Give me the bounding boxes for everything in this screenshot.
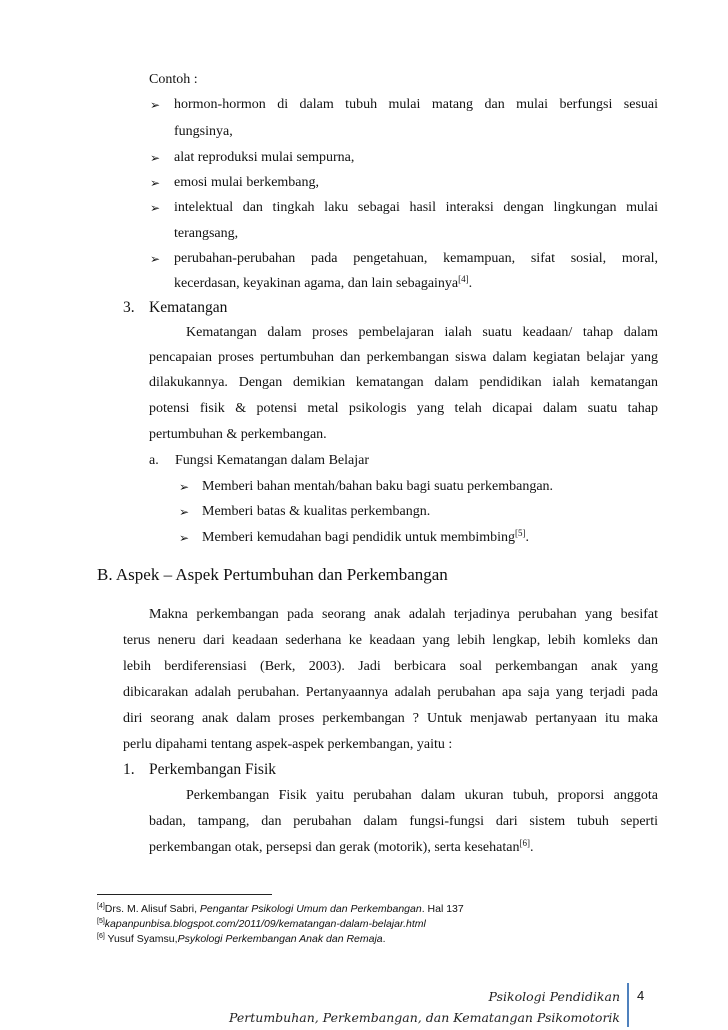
arrow-bullet-icon: ➢ xyxy=(179,505,190,519)
fisik-heading: Perkembangan Fisik xyxy=(149,761,276,778)
sub-a-letter: a. xyxy=(149,453,159,468)
arrow-bullet-icon: ➢ xyxy=(150,151,161,165)
kematangan-paragraph-line-4: potensi fisik & potensi metal psikologis yang telah dicapai dalam suatu tahap xyxy=(149,401,658,416)
arrow-bullet-icon: ➢ xyxy=(150,201,161,215)
footnote-separator xyxy=(97,894,272,895)
fisik-number: 1. xyxy=(123,761,135,778)
footnote-5: [5]kapanpunbisa.blogspot.com/2011/09/kematangan-dalam-belajar.html xyxy=(97,918,426,930)
kematangan-paragraph-line-2: pencapaian proses pertumbuhan dan perkembangan siswa dalam kegiatan belajar yang xyxy=(149,350,658,365)
footnote-6: [6] Yusuf Syamsu,Psykologi Perkembangan Anak dan Remaja. xyxy=(97,933,386,945)
arrow-bullet-icon: ➢ xyxy=(150,176,161,190)
footnote-ref-6[interactable]: [6] xyxy=(519,838,530,848)
contoh-item-1-line-2: fungsinya, xyxy=(174,124,233,139)
fisik-paragraph-line-3: perkembangan otak, persepsi dan gerak (motorik), serta kesehatan[6]. xyxy=(149,838,534,855)
fungsi-item-2: Memberi batas & kualitas perkembangn. xyxy=(202,504,431,519)
footnote-ref-5[interactable]: [5] xyxy=(515,528,526,538)
aspek-paragraph-line-6: perlu dipahami tentang aspek-aspek perkembangan, yaitu : xyxy=(123,737,453,752)
kematangan-paragraph-line-3: dilakukannya. Dengan demikian kematangan dalam pendidikan ialah kematangan xyxy=(149,375,658,390)
contoh-label: Contoh : xyxy=(149,72,198,87)
footer-subtitle: Pertumbuhan, Perkembangan, dan Kematangan Psikomotorik xyxy=(229,1010,620,1025)
footer-divider xyxy=(627,983,629,1027)
contoh-item-4-line-1: intelektual dan tingkah laku sebagai hasil interaksi dengan lingkungan mulai xyxy=(174,200,658,215)
aspek-paragraph-line-5: diri seorang anak dalam proses perkembangan ? Untuk menjawab pertanyaan itu maka xyxy=(123,711,658,726)
arrow-bullet-icon: ➢ xyxy=(179,531,190,545)
aspek-paragraph-line-2: terus neneru dari keadaan sederhana ke keadaan yang lebih lengkap, lebih komleks dan xyxy=(123,633,658,648)
kematangan-paragraph-line-5: pertumbuhan & perkembangan. xyxy=(149,427,327,442)
aspek-paragraph-line-1: Makna perkembangan pada seorang anak adalah terjadinya perubahan yang besifat xyxy=(149,607,658,622)
arrow-bullet-icon: ➢ xyxy=(179,480,190,494)
page-number: 4 xyxy=(637,988,645,1003)
fisik-paragraph-line-2: badan, tampang, dan perubahan dalam fungsi-fungsi dari sistem tubuh seperti xyxy=(149,814,658,829)
sub-a-heading: Fungsi Kematangan dalam Belajar xyxy=(175,453,369,468)
contoh-item-5-line-2: kecerdasan, keyakinan agama, dan lain sebagainya[4]. xyxy=(174,274,473,291)
fisik-paragraph-line-1: Perkembangan Fisik yaitu perubahan dalam ukuran tubuh, proporsi anggota xyxy=(186,788,658,803)
kematangan-number: 3. xyxy=(123,299,135,316)
arrow-bullet-icon: ➢ xyxy=(150,98,161,112)
contoh-item-3: emosi mulai berkembang, xyxy=(174,175,320,190)
fungsi-item-3: Memberi kemudahan bagi pendidik untuk membimbing[5]. xyxy=(202,528,529,545)
kematangan-heading: Kematangan xyxy=(149,299,228,316)
aspek-paragraph-line-4: dibicarakan adalah perubahan. Pertanyaannya adalah perubahan apa saja yang terjadi pada xyxy=(123,685,658,700)
contoh-item-5-line-1: perubahan-perubahan pada pengetahuan, kemampuan, sifat sosial, moral, xyxy=(174,251,658,266)
footer-subject: Psikologi Pendidikan xyxy=(488,989,620,1004)
arrow-bullet-icon: ➢ xyxy=(150,252,161,266)
footnote-ref-4[interactable]: [4] xyxy=(458,274,469,284)
fungsi-item-1: Memberi bahan mentah/bahan baku bagi suatu perkembangan. xyxy=(202,479,554,494)
kematangan-paragraph-line-1: Kematangan dalam proses pembelajaran ialah suatu keadaan/ tahap dalam xyxy=(186,325,658,340)
section-b-heading: B. Aspek – Aspek Pertumbuhan dan Perkembangan xyxy=(97,565,448,584)
contoh-item-4-line-2: terangsang, xyxy=(174,226,239,241)
footnote-4: [4]Drs. M. Alisuf Sabri, Pengantar Psikologi Umum dan Perkembangan. Hal 137 xyxy=(97,903,464,915)
contoh-item-1-line-1: hormon-hormon di dalam tubuh mulai matang dan mulai berfungsi sesuai xyxy=(174,97,658,112)
contoh-item-2: alat reproduksi mulai sempurna, xyxy=(174,150,355,165)
aspek-paragraph-line-3: lebih berdiferensiasi (Berk, 2003). Jadi berbicara soal perkembangan anak yang xyxy=(123,659,658,674)
